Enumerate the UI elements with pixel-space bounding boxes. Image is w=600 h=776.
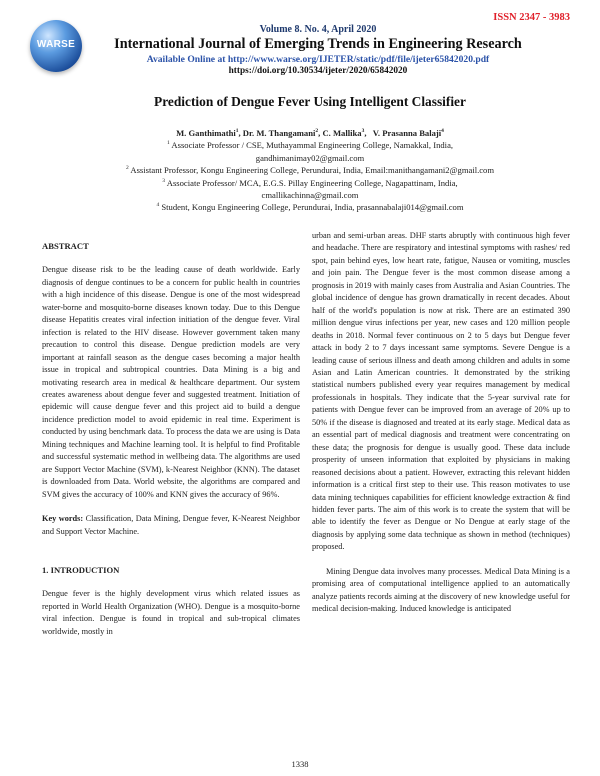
author-sup: 3 [361, 128, 365, 135]
affiliation [40, 201, 580, 213]
intro-paragraph-continued: urban and semi-urban areas. DHF starts abruptly with continuous high fever and headache. There are respiratory and intestinal symptoms with rashes/ red spot, pain behind eyes, low heart rate, fatigue, Nausea or vomiting, muscles and join pain. The Dengue fever is the most common disease among a prognosis in 2019 with mainly cases from Australia and Asian Countries. The global incidence of dengue has grown dramatically in recent decades. About half of the world's population is now at risk. There are an estimated 390 million dengue virus infections per year, new cases and 120 million people deaths in 2018. Normal fever continuous on 2 to 5 days but Dengue fever attack in body 2 to 7 days incessant same symptoms. Severe Dengue is a leading cause of serious illness and death among children and adults in some Asian and Latin American countries. It demonstrated by the striking statistical numbers published every year requires management by medical professionals in hospitals. They indicate that the 5-year survival rate for patients with Dengue fever can be improved from an average of 20% up to 50% if the disease is diagnosed and treated at its early stage. Medical data as an essential part of medical diagnosis and treatment were concentrating on these data; the prognosis for dengue is usually good. These data include prosperity of unseen information that exploited by physicians in making reasoned decisions about a patient. However, extracting this relevant hidden information is a critical first step to their use. This reason motivates to use data mining techniques capabilities for efficient knowledge extraction & find hidden fever parts. The aim of this work is to create the system that will be able to identify the fever as Dengue or No Dengue at early stage of the diagnosis by applying some data technique as shown in method (techniques) proposed. [312, 231, 570, 552]
author-name: Dr. M. Thangamani [242, 128, 316, 138]
author-sup: 2 [315, 128, 319, 135]
aff-sup: 2 [125, 165, 129, 172]
aff-sup: 4 [156, 202, 160, 209]
author-sup: 1 [235, 128, 239, 135]
author-name: C. Mallika [322, 128, 362, 138]
author-sup: 4 [441, 128, 444, 135]
keywords [42, 513, 300, 538]
warse-logo [30, 20, 82, 72]
abstract-heading: ABSTRACT [42, 241, 89, 251]
journal-title: International Journal of Emerging Trends in Engineering Research [114, 36, 522, 52]
aff-text: Associate Professor/ MCA, E.G.S. Pillay Engineering College, Nagapattinam, India, [166, 177, 458, 188]
journal-url[interactable]: Available Online at http://www.warse.org/IJETER/static/pdf/file/ijeter65842020.pdf [146, 54, 490, 65]
keywords-label: Key words: [42, 514, 84, 524]
introduction-heading: 1. INTRODUCTION [42, 564, 120, 575]
aff-text: Assistant Professor, Kongu Engineering College, Perundurai, India, Email:manithangamani2@gmail.com [130, 165, 495, 176]
author-block [40, 127, 580, 214]
page-number: 1338 [291, 759, 309, 769]
journal-volume: Volume 8. No. 4, April 2020 [259, 24, 377, 35]
right-column [312, 230, 570, 616]
affiliation-email: gandhimanimay02@gmail.com [255, 152, 365, 163]
author-list: M. Ganthimathi$^1$, Dr. M. Thangamani$^2$, C. Mallika$^3$, V. Prasanna Balaji$^4$ [176, 128, 444, 138]
affiliation [40, 139, 580, 151]
logo-text: WARSE [36, 39, 76, 50]
keywords-text: Classification, Data Mining, Dengue fever, K-Nearest Neighbor and Support Vector Machine. [42, 514, 300, 536]
affiliation [40, 177, 580, 189]
affiliation [40, 164, 580, 176]
issn: ISSN 2347 - 3983 [493, 12, 570, 23]
left-column [42, 240, 300, 638]
author-name: V. Prasanna Balaji [372, 128, 442, 138]
author-name: M. Ganthimathi [176, 128, 236, 138]
paper-title: Prediction of Dengue Fever Using Intelligent Classifier [154, 94, 466, 109]
aff-text: Student, Kongu Engineering College, Perundurai, India, prasannabalaji014@gmail.com [161, 202, 464, 213]
aff-sup: 3 [162, 177, 166, 184]
intro-paragraph-2: Mining Dengue data involves many processes. Medical Data Mining is a promising area of computational intelligence applied to an automatically analyze patients records aiming at the discovery of new knowledge useful for medical decision-making. Induced knowledge is anticipated [312, 566, 570, 614]
aff-text: Associate Professor / CSE, Muthayammal Engineering College, Namakkal, India, [171, 140, 454, 151]
aff-sup: 1 [166, 140, 170, 147]
intro-paragraph: Dengue fever is the highly development virus which related issues as reported in World Health Organization (WHO). Dengue is a mosquito-borne viral infection. Dengue is found in tropical and sub-tropical climates worldwide, mostly in [42, 589, 300, 636]
doi-link[interactable]: https://doi.org/10.30534/ijeter/2020/65842020 [228, 66, 408, 76]
abstract-text: Dengue disease risk to be the leading cause of death worldwide. Early diagnosis of dengue continues to be a concern for public health in countries with a high incidence of this disease. Dengue is one of the most widespread water-borne and mosquito-borne diseases known today. Due to this Dengue disease Hepatitis creates viral infection initiation of the dengue fever. Viral infection is related to the HIV disease. However government taken many precaution to control this disease. Dengue prediction models are very important at rainfall season as the dengue cases becoming a major health issue in tropical and subtropical countries. Data Mining is a big and motivating research area in medical & healthcare department. Our system creates awareness about dengue fever and suggested treatment. Initiation of epidemic will cause dengue fever and this project aid to build a dengue incidence prediction model to avoid epidemic in real time. Experiment is conducted by using benchmark data. To process the data we are using is Data Mining techniques and Machine learning tool. It is helpful to find Profitable and successful systematic method in wellbeing data. The algorithms are used are Support Vector Machine (SVM), k-Nearest Neighbor (KNN). The dataset is downloaded from Data. World website, the algorithms are compared and SVM gives the accuracy of 100% and KNN gives the accuracy of 96%. [42, 265, 300, 499]
affiliation-email: cmallikachinna@gmail.com [261, 190, 359, 201]
